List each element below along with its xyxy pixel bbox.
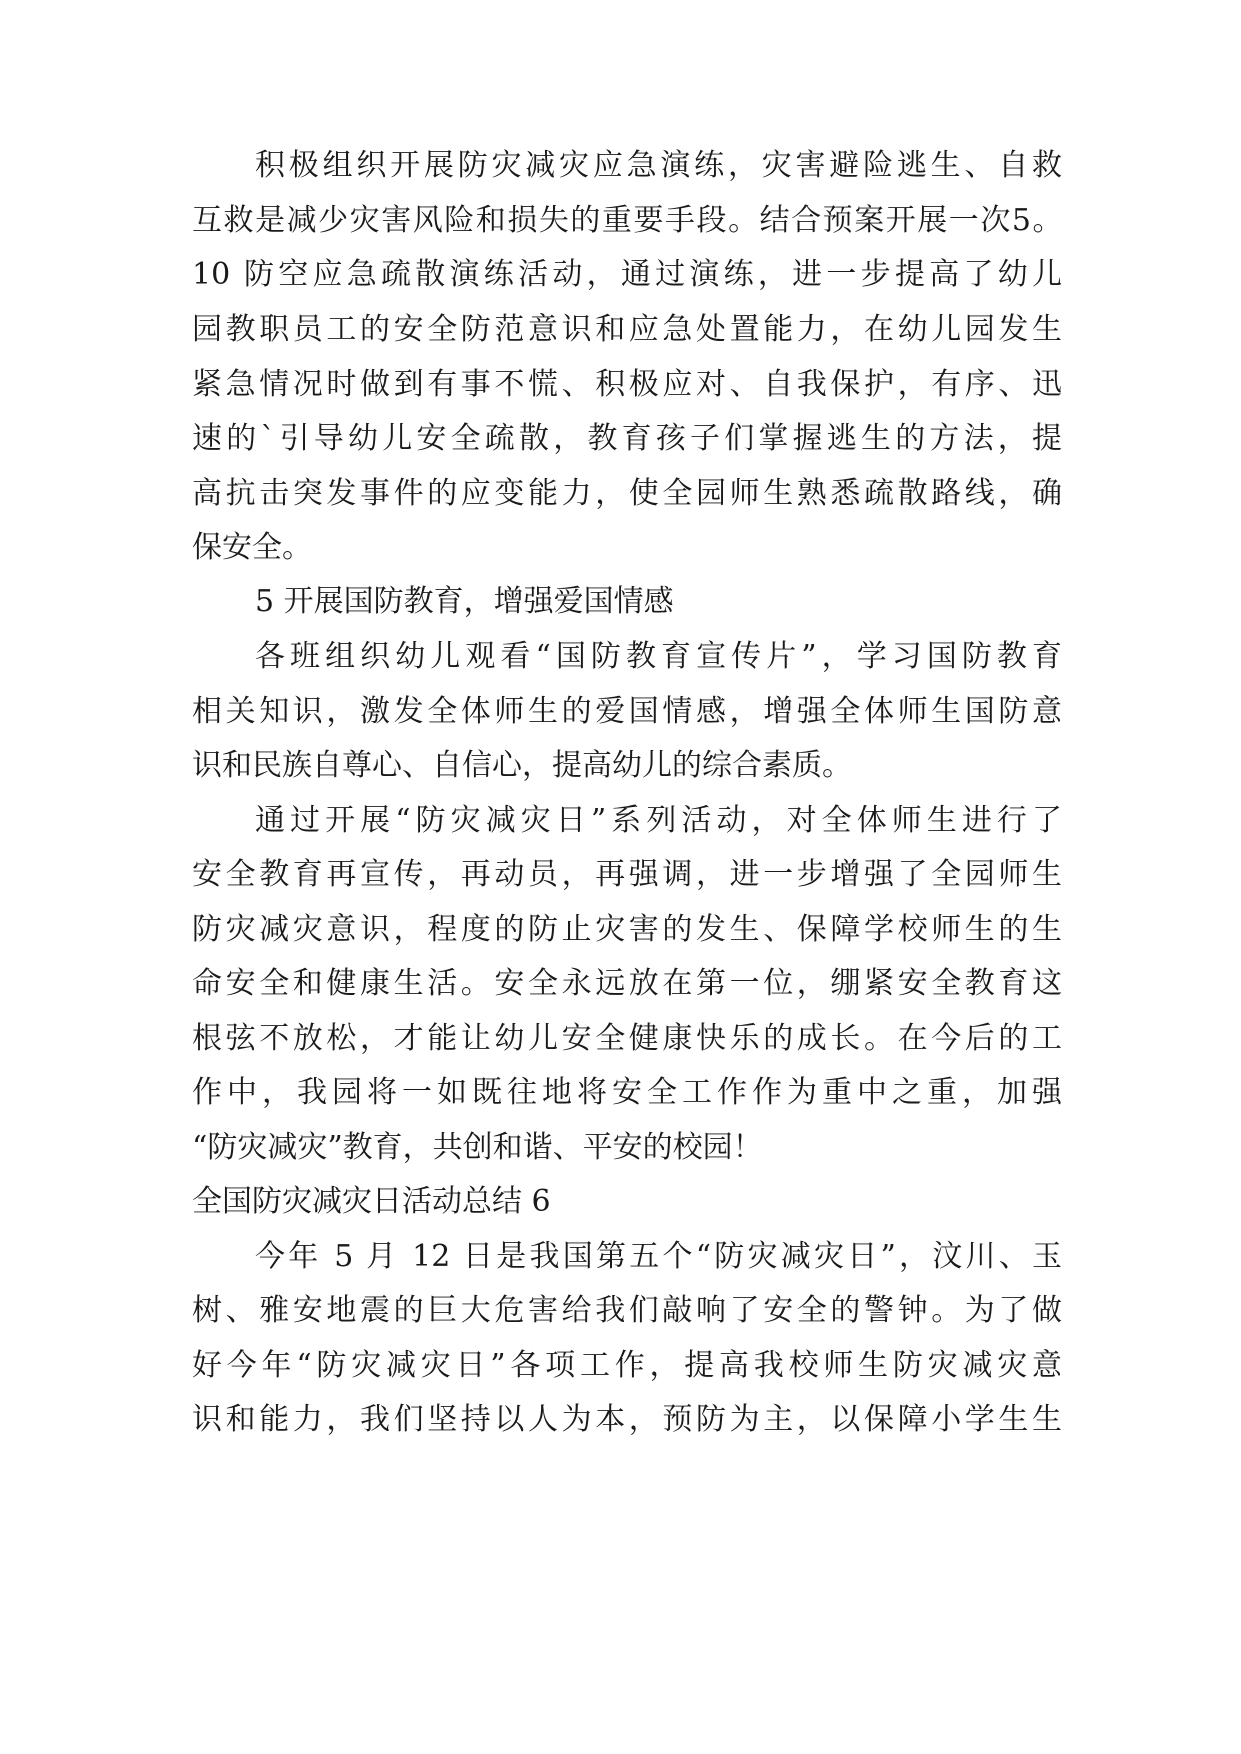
- text-line: 好今年“防灾减灾日”各项工作，提高我校师生防灾减灾意: [192, 1348, 1062, 1383]
- text-line: 紧急情况时做到有事不慌、积极应对、自我保护，有序、迅: [192, 367, 1062, 402]
- text-line: 识和民族自尊心、自信心，提高幼儿的综合素质。: [192, 748, 852, 783]
- text-line: 积极组织开展防灾减灾应急演练，灾害避险逃生、自救: [255, 148, 1062, 183]
- text-line: 识和能力，我们坚持以人为本，预防为主，以保障小学生生: [192, 1402, 1062, 1437]
- text-line: 根弦不放松，才能让幼儿安全健康快乐的成长。在今后的工: [192, 1021, 1062, 1056]
- text-line: 速的`引导幼儿安全疏散，教育孩子们掌握逃生的方法，提: [192, 421, 1062, 456]
- text-line: 安全教育再宣传，再动员，再强调，进一步增强了全园师生: [192, 857, 1062, 892]
- text-line: 防灾减灾意识，程度的防止灾害的发生、保障学校师生的生: [192, 912, 1062, 947]
- article-title: 全国防灾减灾日活动总结 6: [192, 1184, 551, 1219]
- text-line: 今年 5 月 12 日是我国第五个“防灾减灾日”，汶川、玉: [255, 1239, 1062, 1274]
- text-line: 10 防空应急疏散演练活动，通过演练，进一步提高了幼儿: [192, 257, 1062, 292]
- text-line: 互救是减少灾害风险和损失的重要手段。结合预案开展一次5。: [192, 203, 1062, 238]
- text-line: 高抗击突发事件的应变能力，使全园师生熟悉疏散路线，确: [192, 476, 1062, 511]
- text-line: 作中，我园将一如既往地将安全工作作为重中之重，加强: [192, 1075, 1062, 1110]
- text-line: 树、雅安地震的巨大危害给我们敲响了安全的警钟。为了做: [192, 1293, 1062, 1328]
- text-line: “防灾减灾”教育，共创和谐、平安的校园！: [192, 1130, 763, 1165]
- text-line: 保安全。: [192, 530, 312, 565]
- text-line: 相关知识，激发全体师生的爱国情感，增强全体师生国防意: [192, 694, 1062, 729]
- text-line: 各班组织幼儿观看“国防教育宣传片”，学习国防教育: [255, 639, 1062, 674]
- text-line: 园教职员工的安全防范意识和应急处置能力，在幼儿园发生: [192, 312, 1062, 347]
- text-line: 通过开展“防灾减灾日”系列活动，对全体师生进行了: [255, 803, 1062, 838]
- section-heading: 5 开展国防教育，增强爱国情感: [255, 584, 674, 619]
- text-line: 命安全和健康生活。安全永远放在第一位，绷紧安全教育这: [192, 966, 1062, 1001]
